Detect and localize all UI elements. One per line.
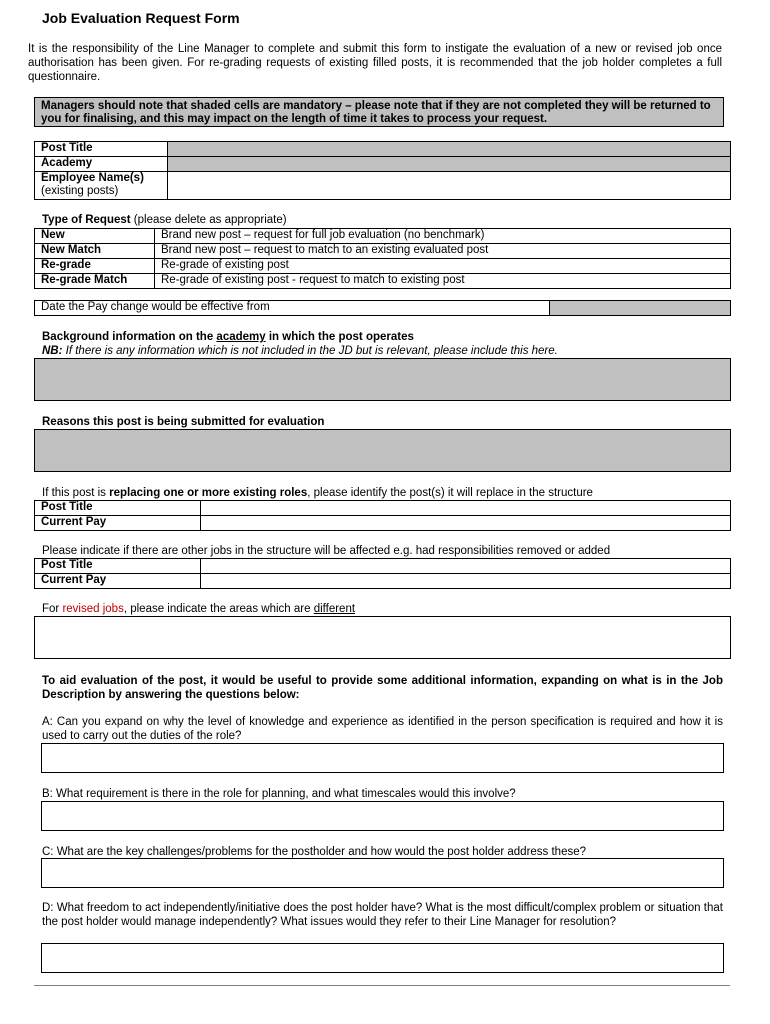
background-heading-post: in which the post operates [265,331,414,343]
request-type-desc[interactable]: Re-grade of existing post - request to match to existing post [155,274,731,289]
affected-table [34,558,731,589]
background-nb-label: NB: [42,345,63,357]
mandatory-notice: Managers should note that shaded cells are mandatory – please note that if they are not completed they will be returned to you for finalising, and this may impact on the length of time it takes to process your request. [34,97,724,127]
replacing-post-title-label: Post Title [35,501,201,516]
replacing-heading [42,486,593,500]
background-nb [42,344,558,358]
employee-names-label [35,172,168,200]
revised-field[interactable] [34,616,731,659]
pay-change-label: Date the Pay change would be effective from [35,301,550,316]
affected-current-pay-field[interactable] [201,574,731,589]
answer-c-field[interactable] [41,858,724,888]
form-title: Job Evaluation Request Form [42,10,240,26]
affected-post-title-field[interactable] [201,559,731,574]
post-details-table [34,141,731,200]
request-type-heading [42,213,287,227]
background-field[interactable] [34,358,731,401]
footer-divider [34,985,730,986]
post-title-label: Post Title [35,142,168,157]
replacing-heading-bold: replacing one or more existing roles [109,487,308,499]
replacing-current-pay-field[interactable] [201,516,731,531]
background-nb-text: If there is any information which is not included in the JD but is relevant, please include this here. [62,345,558,357]
question-d: D: What freedom to act independently/initiative does the post holder have? What is the most difficult/complex problem or situation that the post holder would manage independently? What issues would they refer to their Line Manager for resolution? [42,902,723,928]
request-type-label: New Match [35,244,155,259]
replacing-current-pay-label: Current Pay [35,516,201,531]
background-heading-pre: Background information on the [42,331,217,343]
reasons-field[interactable] [34,429,731,472]
revised-heading-red: revised jobs [62,603,124,615]
request-type-label: Re-grade [35,259,155,274]
pay-change-date-field[interactable] [550,301,731,316]
request-type-desc[interactable]: Re-grade of existing post [155,259,731,274]
answer-a-field[interactable] [41,743,724,773]
answer-b-field[interactable] [41,801,724,831]
revised-heading [42,602,355,616]
post-title-field[interactable] [168,142,731,157]
academy-field[interactable] [168,157,731,172]
revised-heading-pre: For [42,603,63,615]
question-c: C: What are the key challenges/problems for the postholder and how would the post holder address these? [42,846,587,858]
replacing-post-title-field[interactable] [201,501,731,516]
replacing-heading-pre: If this post is [42,487,110,499]
question-a: A: Can you expand on why the level of knowledge and experience as identified in the person specification is required and how it is used to carry out the duties of the role? [42,716,723,742]
replacing-heading-post: , please identify the post(s) it will replace in the structure [307,487,593,499]
request-type-heading-bold: Type of Request [42,214,131,226]
employee-names-sub: (existing posts) [41,185,119,197]
affected-current-pay-label: Current Pay [35,574,201,589]
question-b: B: What requirement is there in the role for planning, and what timescales would this involve? [42,788,516,800]
intro-paragraph: It is the responsibility of the Line Manager to complete and submit this form to instigate the evaluation of a new or revised job once authorisation has been given. For re-grading requests of existing filled posts, it is recommended that the job holder completes a full questionnaire. [28,43,722,83]
affected-heading: Please indicate if there are other jobs in the structure will be affected e.g. had responsibilities removed or added [42,545,611,557]
revised-heading-mid: , please indicate the areas which are [123,603,314,615]
aid-heading: To aid evaluation of the post, it would be useful to provide some additional information, expanding on what is in the Job Description by answering the questions below: [42,675,723,701]
answer-d-field[interactable] [41,943,724,973]
employee-names-field[interactable] [168,172,731,200]
replacing-table [34,500,731,531]
request-type-heading-rest: (please delete as appropriate) [130,214,287,226]
request-type-label: Re-grade Match [35,274,155,289]
employee-names-title: Employee Name(s) [41,172,144,184]
background-heading-academy: academy [216,331,266,343]
reasons-heading: Reasons this post is being submitted for evaluation [42,416,325,428]
request-type-table [34,228,731,289]
background-heading [42,330,414,344]
revised-heading-different: different [313,603,356,615]
affected-post-title-label: Post Title [35,559,201,574]
academy-label: Academy [35,157,168,172]
request-type-desc[interactable]: Brand new post – request to match to an existing evaluated post [155,244,731,259]
request-type-desc[interactable]: Brand new post – request for full job evaluation (no benchmark) [155,229,731,244]
pay-change-table [34,300,731,316]
request-type-label: New [35,229,155,244]
